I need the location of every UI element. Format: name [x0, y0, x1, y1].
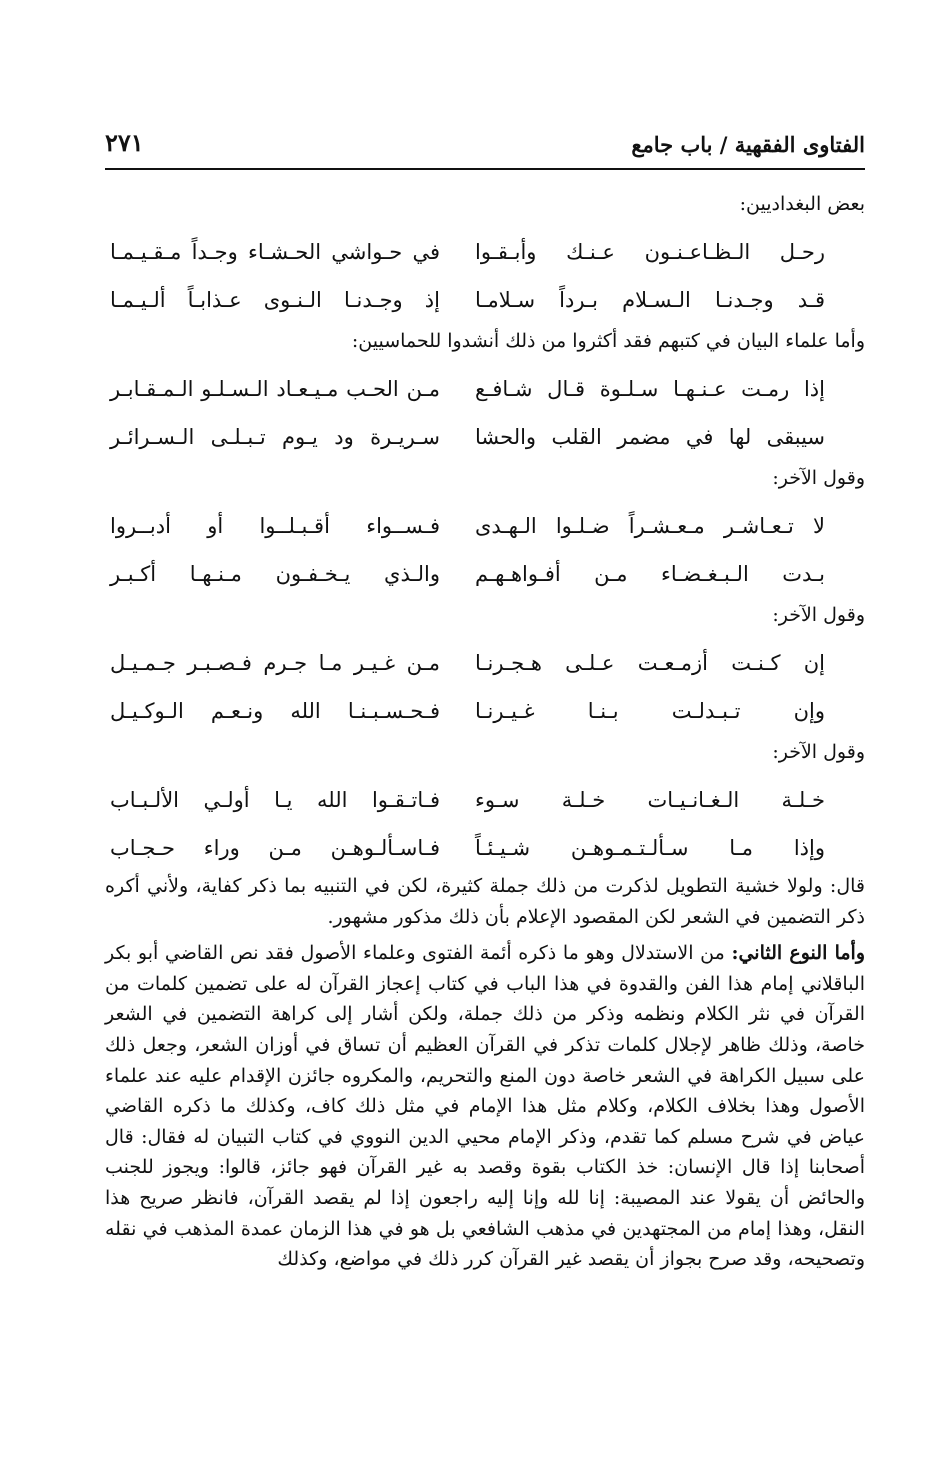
other-poet-label: وقول الآخر:	[772, 467, 865, 489]
running-title: الفتاوى الفقهية / باب جامع	[631, 132, 865, 157]
verse-first-hemistich: وإن تـبـدلـت بـنـا غـيـرنـا	[475, 699, 825, 723]
verse-first-hemistich: قـد وجـدنـا الـسـلام بـرداً سـلامـا	[475, 288, 825, 312]
paragraph-two-heading: وأما النوع الثاني:	[731, 942, 865, 965]
verse-line	[105, 509, 865, 543]
other-poet-label: وقول الآخر:	[772, 741, 865, 763]
running-header	[105, 120, 865, 170]
verse-second-hemistich: فـحـسـبـنـا الله ونـعـم الـوكـيـل	[110, 699, 440, 723]
verse-first-hemistich: لا تـعـاشـر مـعـشـراً ضـلـوا الـهـدى	[475, 514, 825, 538]
paragraph-two	[105, 938, 865, 1275]
verse-line	[105, 283, 865, 317]
verse-second-hemistich: في حـواشي الحـشـاء وجـداً مـقـيـمـا	[110, 240, 440, 264]
verse-line	[105, 372, 865, 406]
transition-line: وأما علماء البيان في كتبهم فقد أكثروا من ذلك أنشدوا للحماسيين:	[351, 330, 865, 352]
verse-first-hemistich: بـدت الـبـغـضـاء مـن أفـواهـهـم	[475, 562, 825, 586]
verse-line	[105, 557, 865, 591]
verse-second-hemistich: سـريـرة ود يـوم تـبـلـى الـسـرائـر	[110, 425, 440, 449]
verse-first-hemistich: وإذا مـا سـألـتـمـوهـن شـيـئـاً	[475, 836, 825, 860]
page-body	[105, 180, 865, 1275]
verse-line	[105, 783, 865, 817]
verse-second-hemistich: مـن غـيـر مـا جـرم فـصـبـر جـمـيـل	[110, 651, 440, 675]
verse-line	[105, 235, 865, 269]
verse-second-hemistich: والـذي يـخـفـون مـنـهـا أكـبـر	[110, 562, 440, 586]
verse-first-hemistich: سيبقى لها في مضمر القلب والحشا	[475, 425, 825, 449]
verse-first-hemistich: إذا رمـت عـنـهـا سـلـوة قـال شـافـع	[475, 377, 825, 401]
paragraph-one: قال: ولولا خشية التطويل لذكرت من ذلك جملة كثيرة، لكن في التنبيه بما ذكر كفاية، ولأني أكره ذكر التضمين في الشعر لكن المقصود الإعلام بأن ذلك مذكور مشهور.	[105, 875, 865, 928]
verse-second-hemistich: فـاسـألـوهـن مـن وراء حـجـاب	[110, 836, 440, 860]
verse-second-hemistich: إذ وجـدنـا الـنـوى عـذابـاً ألـيـمـا	[110, 288, 440, 312]
page-number: ٢٧١	[105, 128, 144, 157]
verse-line	[105, 831, 865, 865]
verse-line	[105, 646, 865, 680]
header-rule	[105, 168, 865, 170]
verse-line	[105, 420, 865, 454]
other-poet-label: وقول الآخر:	[772, 604, 865, 626]
intro-line: بعض البغداديين:	[739, 193, 865, 215]
verse-line	[105, 694, 865, 728]
paragraph-two-text: من الاستدلال وهو ما ذكره أئمة الفتوى وعلماء الأصول فقد نص القاضي أبو بكر الباقلاني إمام هذا الفن والقدوة في هذا الباب في كتاب إعجاز القرآن له على تضمين كلمات من القرآن في نثر الكلام ونظمه وذكر من ذلك جملة، ولكن أشار إلى كراهة التضمين في الشعر خاصة، وذلك ظاهر لإجلال كلمات تذكر في القرآن العظيم أن تساق في أوزان الشعر، وجعل ذلك على سبيل الكراهة في الشعر خاصة دون المنع والتحريم، والمكروه جائزن الإقدام عليه عند علماء الأصول وهذا بخلاف الكلام، وكلام مثل هذا الإمام في مثل ذلك كاف، وكذلك ما ذكره القاضي عياض في شرح مسلم كما تقدم، وذكر الإمام محيي الدين النووي في كتاب التبيان له فقال: قال أصحابنا إذا قال الإنسان: خذ الكتاب بقوة وقصد به غير القرآن فهو جائز، قالوا: ويجوز للجنب والحائض أن يقولا عند المصيبة: إنا لله وإنا إليه راجعون إذا لم يقصد القرآن، فانظر صريح هذا النقل، وهذا إمام من المجتهدين في مذهب الشافعي بل هو في هذا الزمان عمدة المذهب في نقله وتصحيحه، وقد صرح بجواز أن يقصد غير القرآن كرر ذلك في مواضع، وكذلك	[105, 942, 865, 1271]
verse-second-hemistich: فـســواء أقـبـلــوا أو أدبــروا	[110, 514, 440, 538]
verse-first-hemistich: إن كـنـت أزمـعـت عـلـى هـجـرنـا	[475, 651, 825, 675]
verse-first-hemistich: خـلـة الـغـانـيـات خـلـة سـوء	[475, 788, 825, 812]
verse-first-hemistich: رحـل الـظـاعـنـون عـنـك وأبـقـوا	[475, 240, 825, 264]
verse-second-hemistich: فـاتـقـوا الله يـا أولـي الألـبـاب	[110, 788, 440, 812]
verse-second-hemistich: مـن الحـب مـيـعـاد الـسـلـو الـمـقـابـر	[110, 377, 440, 401]
